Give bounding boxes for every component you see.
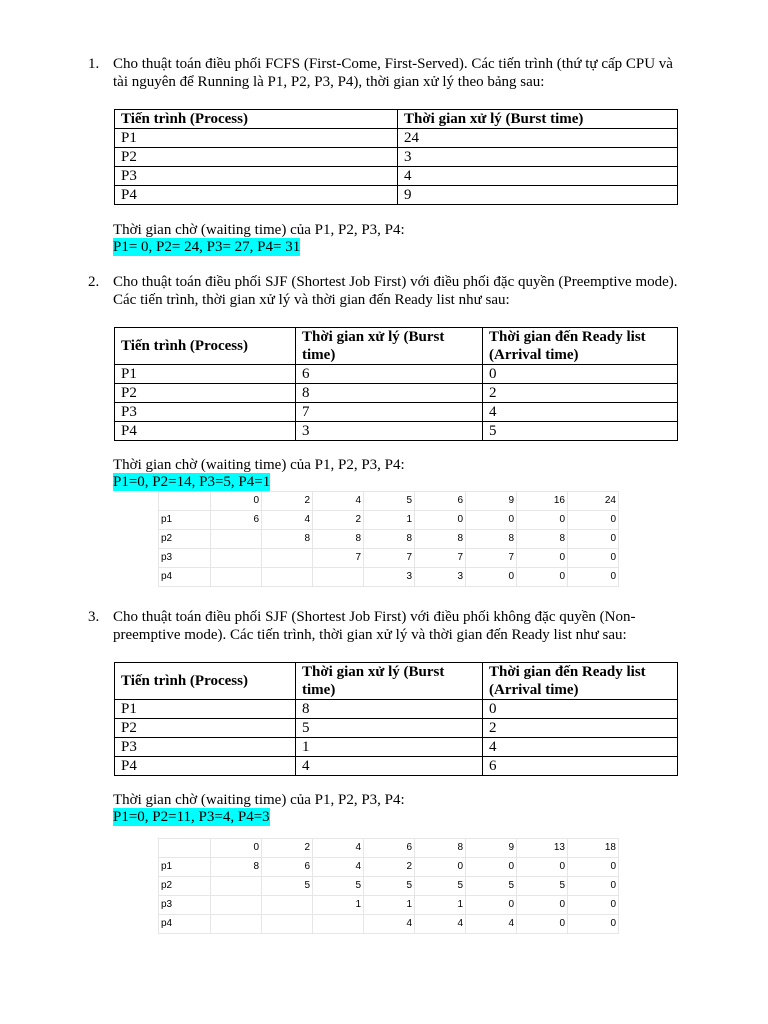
table-header: Tiến trình (Process) <box>115 663 296 700</box>
table-cell: P2 <box>115 148 398 167</box>
grid-cell: 0 <box>568 530 619 549</box>
grid-cell: 0 <box>568 549 619 568</box>
table-cell: P4 <box>115 186 398 205</box>
sjf-preemptive-table <box>114 327 678 441</box>
table-header: Tiến trình (Process) <box>115 110 398 129</box>
waiting-time-label: Thời gian chờ (waiting time) của P1, P2, P3, P4: <box>113 792 405 808</box>
grid-cell <box>211 896 262 915</box>
grid-cell: 0 <box>415 511 466 530</box>
grid-cell: 9 <box>466 839 517 858</box>
grid-cell: 6 <box>211 511 262 530</box>
grid-cell: 8 <box>415 839 466 858</box>
grid-cell: 8 <box>313 530 364 549</box>
table-row <box>115 738 678 757</box>
grid-cell: 2 <box>313 511 364 530</box>
table-row <box>115 167 678 186</box>
table-cell: 0 <box>483 365 678 384</box>
table-cell: 9 <box>398 186 678 205</box>
question-text: Cho thuật toán điều phối SJF (Shortest Job First) với điều phối không đặc quyền (Non-preemptive mode). Các tiến trình, thời gian xử lý và thời gian đến Ready list như sau: <box>113 609 636 643</box>
table-cell: 2 <box>483 384 678 403</box>
grid-cell <box>211 549 262 568</box>
grid-cell: 4 <box>364 915 415 934</box>
grid-cell: 4 <box>313 492 364 511</box>
table-cell: 4 <box>483 403 678 422</box>
table-cell: 2 <box>483 719 678 738</box>
grid-cell: 0 <box>568 877 619 896</box>
spreadsheet-preemptive <box>158 491 619 587</box>
grid-cell: 6 <box>415 492 466 511</box>
grid-cell: 0 <box>466 568 517 587</box>
grid-cell: 0 <box>568 915 619 934</box>
grid-cell: 4 <box>466 915 517 934</box>
table-cell: 4 <box>483 738 678 757</box>
grid-cell: 2 <box>364 858 415 877</box>
grid-cell: 0 <box>517 858 568 877</box>
waiting-time-label: Thời gian chờ (waiting time) của P1, P2, P3, P4: <box>113 222 405 238</box>
grid-cell: 4 <box>313 858 364 877</box>
table-cell: P1 <box>115 700 296 719</box>
spreadsheet-nonpreemptive <box>158 838 619 934</box>
sjf-nonpreemptive-table <box>114 662 678 776</box>
grid-cell <box>262 915 313 934</box>
grid-cell: p1 <box>159 858 211 877</box>
grid-cell: 4 <box>313 839 364 858</box>
grid-cell: 0 <box>568 896 619 915</box>
question-number: 2. <box>88 274 100 290</box>
table-header: Thời gian xử lý (Burst time) <box>398 110 678 129</box>
grid-cell: 0 <box>568 858 619 877</box>
grid-cell: 0 <box>466 858 517 877</box>
grid-cell <box>159 492 211 511</box>
grid-cell <box>313 568 364 587</box>
grid-cell: 8 <box>517 530 568 549</box>
grid-cell <box>313 915 364 934</box>
grid-cell: 18 <box>568 839 619 858</box>
grid-cell: 7 <box>313 549 364 568</box>
grid-cell <box>211 568 262 587</box>
table-cell: P1 <box>115 365 296 384</box>
grid-cell: 2 <box>262 492 313 511</box>
table-row <box>115 700 678 719</box>
grid-cell <box>211 915 262 934</box>
grid-cell: 8 <box>211 858 262 877</box>
grid-cell: 24 <box>568 492 619 511</box>
answer-highlight: P1= 0, P2= 24, P3= 27, P4= 31 <box>113 239 301 255</box>
grid-cell: 5 <box>466 877 517 896</box>
grid-cell: 0 <box>211 839 262 858</box>
table-cell: 8 <box>296 700 483 719</box>
table-cell: 5 <box>483 422 678 441</box>
table-cell: P4 <box>115 422 296 441</box>
table-cell: 8 <box>296 384 483 403</box>
grid-cell: 0 <box>517 568 568 587</box>
table-row <box>115 422 678 441</box>
grid-cell: 6 <box>262 858 313 877</box>
table-cell: 0 <box>483 700 678 719</box>
grid-cell: 5 <box>517 877 568 896</box>
grid-cell: 7 <box>364 549 415 568</box>
grid-row <box>159 549 619 568</box>
grid-cell: 4 <box>262 511 313 530</box>
grid-cell: 3 <box>415 568 466 587</box>
grid-cell <box>159 839 211 858</box>
grid-cell: 1 <box>313 896 364 915</box>
table-cell: 24 <box>398 129 678 148</box>
grid-cell: 5 <box>415 877 466 896</box>
grid-cell: 3 <box>364 568 415 587</box>
table-cell: P4 <box>115 757 296 776</box>
grid-cell <box>211 530 262 549</box>
grid-cell: 0 <box>568 511 619 530</box>
grid-row <box>159 530 619 549</box>
grid-cell: 4 <box>415 915 466 934</box>
grid-cell: 13 <box>517 839 568 858</box>
grid-cell: p4 <box>159 568 211 587</box>
grid-cell: 16 <box>517 492 568 511</box>
grid-row <box>159 568 619 587</box>
table-cell: P2 <box>115 719 296 738</box>
table-cell: 3 <box>398 148 678 167</box>
grid-cell: 0 <box>568 568 619 587</box>
table-cell: 3 <box>296 422 483 441</box>
grid-cell: 0 <box>517 511 568 530</box>
table-cell: 1 <box>296 738 483 757</box>
grid-cell: 0 <box>517 549 568 568</box>
question-text: Cho thuật toán điều phối FCFS (First-Come, First-Served). Các tiến trình (thứ tự cấp CPU và tài nguyên để Running là P1, P2, P3, P4), thời gian xử lý theo bảng sau: <box>113 56 673 90</box>
table-row <box>115 403 678 422</box>
grid-cell: p3 <box>159 896 211 915</box>
grid-cell: 8 <box>415 530 466 549</box>
grid-row <box>159 511 619 530</box>
grid-cell: 7 <box>415 549 466 568</box>
question-number: 1. <box>88 56 100 72</box>
grid-row <box>159 877 619 896</box>
grid-row <box>159 896 619 915</box>
table-header: Thời gian đến Ready list (Arrival time) <box>483 328 678 365</box>
grid-cell: 6 <box>364 839 415 858</box>
grid-cell: 1 <box>364 896 415 915</box>
grid-cell: 0 <box>211 492 262 511</box>
table-header: Thời gian đến Ready list (Arrival time) <box>483 663 678 700</box>
grid-cell <box>211 877 262 896</box>
table-cell: P3 <box>115 403 296 422</box>
grid-cell: 5 <box>313 877 364 896</box>
grid-cell: 5 <box>364 877 415 896</box>
grid-row <box>159 915 619 934</box>
table-row <box>115 384 678 403</box>
grid-cell: 8 <box>364 530 415 549</box>
table-row <box>115 365 678 384</box>
grid-cell: 5 <box>364 492 415 511</box>
table-cell: 6 <box>483 757 678 776</box>
grid-cell <box>262 549 313 568</box>
grid-cell: p2 <box>159 530 211 549</box>
grid-cell: 1 <box>364 511 415 530</box>
table-cell: P3 <box>115 167 398 186</box>
grid-cell: p2 <box>159 877 211 896</box>
grid-cell: 9 <box>466 492 517 511</box>
table-row <box>115 129 678 148</box>
table-cell: P3 <box>115 738 296 757</box>
table-row <box>115 148 678 167</box>
grid-cell: 2 <box>262 839 313 858</box>
grid-cell: 0 <box>415 858 466 877</box>
table-cell: 4 <box>398 167 678 186</box>
table-row <box>115 757 678 776</box>
grid-cell: 1 <box>415 896 466 915</box>
grid-cell: 5 <box>262 877 313 896</box>
grid-cell: p3 <box>159 549 211 568</box>
table-header: Thời gian xử lý (Burst time) <box>296 663 483 700</box>
table-header: Tiến trình (Process) <box>115 328 296 365</box>
grid-cell: 8 <box>262 530 313 549</box>
question-text: Cho thuật toán điều phối SJF (Shortest Job First) với điều phối đặc quyền (Preemptive mode). Các tiến trình, thời gian xử lý và thời gian đến Ready list như sau: <box>113 274 678 308</box>
grid-cell: 0 <box>466 511 517 530</box>
table-cell: 5 <box>296 719 483 738</box>
grid-cell: 0 <box>517 915 568 934</box>
grid-cell: 0 <box>517 896 568 915</box>
table-row <box>115 186 678 205</box>
fcfs-table <box>114 109 678 205</box>
grid-cell: 7 <box>466 549 517 568</box>
table-cell: P2 <box>115 384 296 403</box>
grid-cell <box>262 896 313 915</box>
grid-header-row <box>159 492 619 511</box>
table-cell: 6 <box>296 365 483 384</box>
grid-cell: p1 <box>159 511 211 530</box>
grid-row <box>159 858 619 877</box>
answer-highlight: P1=0, P2=14, P3=5, P4=1 <box>113 474 271 490</box>
grid-cell <box>262 568 313 587</box>
question-number: 3. <box>88 609 100 625</box>
grid-header-row <box>159 839 619 858</box>
grid-cell: 8 <box>466 530 517 549</box>
grid-cell: p4 <box>159 915 211 934</box>
answer-highlight: P1=0, P2=11, P3=4, P4=3 <box>113 809 270 825</box>
table-cell: 7 <box>296 403 483 422</box>
table-cell: P1 <box>115 129 398 148</box>
table-row <box>115 719 678 738</box>
table-cell: 4 <box>296 757 483 776</box>
grid-cell: 0 <box>466 896 517 915</box>
waiting-time-label: Thời gian chờ (waiting time) của P1, P2, P3, P4: <box>113 457 405 473</box>
table-header: Thời gian xử lý (Burst time) <box>296 328 483 365</box>
